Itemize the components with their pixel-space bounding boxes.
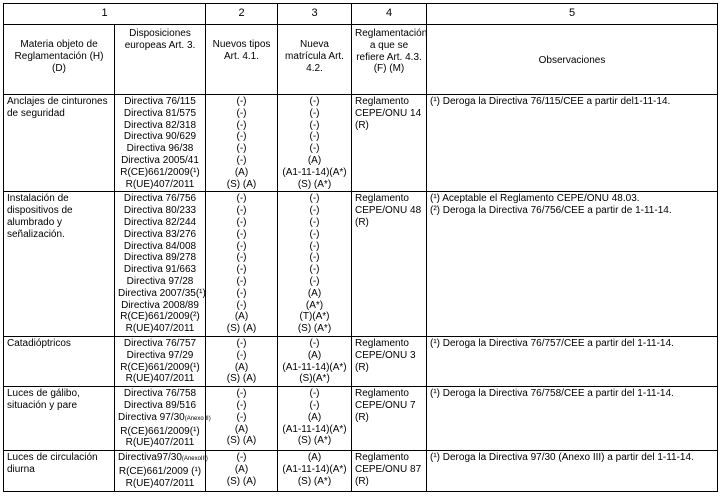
- cell-line: (-): [236, 411, 247, 423]
- header-nueva-matricula: Nueva matrícula Art. 4.2.: [278, 25, 352, 95]
- observaciones-cell: [427, 192, 718, 337]
- cell-line: Directiva 2005/41: [121, 154, 199, 166]
- cell-line: (-): [309, 388, 320, 400]
- cell-line: (-): [309, 399, 320, 411]
- cell-line: (-): [236, 107, 247, 119]
- cell-line: (T)(A*): [299, 311, 330, 323]
- cell-line: (-): [236, 252, 247, 264]
- nuevos-tipos-cell: [206, 451, 278, 491]
- nueva-matricula-cell: [278, 95, 352, 192]
- table-row: [4, 192, 718, 337]
- cell-line: Directiva 83/276: [123, 228, 197, 240]
- cell-line: (A): [234, 166, 249, 178]
- cell-line: (-): [236, 299, 247, 311]
- cell-line: (-): [236, 337, 247, 349]
- cell-line: Directiva 97/29: [126, 349, 194, 361]
- cell-line: (A): [307, 154, 322, 166]
- cell-line: Directiva97/30(AnexoIII): [118, 452, 208, 464]
- observaciones-cell: [427, 451, 718, 491]
- cell-line: (S) (A): [226, 373, 257, 385]
- cell-line: (-): [236, 240, 247, 252]
- cell-line: Directiva 80/233: [123, 205, 197, 217]
- cell-line: R(CE)661/2009 (¹): [118, 465, 202, 477]
- cell-line: (A): [307, 452, 322, 464]
- cell-line: (-): [309, 107, 320, 119]
- observaciones-cell: [427, 387, 718, 451]
- header-reglamentacion: Reglamentación a que se refiere Art. 4.3. (F) (M): [352, 25, 427, 95]
- cell-line: (A): [234, 311, 249, 323]
- cell-line: (-): [236, 119, 247, 131]
- cell-line: (-): [236, 96, 247, 107]
- reglamentacion-cell: Reglamento CEPE/ONU 14 (R): [352, 95, 427, 192]
- cell-line: (A1-11-14)(A*): [282, 166, 347, 178]
- regulation-table: [3, 3, 718, 492]
- cell-line: Directiva 82/318: [123, 119, 197, 131]
- reglamentacion-cell: Reglamento CEPE/ONU 7 (R): [352, 387, 427, 451]
- cell-line: (A1-11-14)(A*): [282, 463, 347, 475]
- header-materia: Materia objeto de Reglamentación (H) (D): [4, 25, 115, 95]
- column-number-row: [4, 4, 718, 25]
- cell-line: (-): [236, 205, 247, 217]
- cell-line: (-): [236, 452, 247, 464]
- reglamentacion-cell: Reglamento CEPE/ONU 3 (R): [352, 336, 427, 386]
- cell-line: (-): [309, 205, 320, 217]
- cell-line: (S) (A*): [297, 323, 332, 335]
- observation-line: (¹) Aceptable el Reglamento CEPE/ONU 48.03.: [430, 193, 640, 205]
- cell-line: (-): [236, 275, 247, 287]
- cell-line: (-): [236, 228, 247, 240]
- cell-line: Directiva 76/758: [123, 388, 197, 400]
- cell-line: Directiva 89/516: [123, 399, 197, 411]
- cell-line: (-): [236, 216, 247, 228]
- cell-line: (-): [236, 264, 247, 276]
- cell-line: (-): [236, 154, 247, 166]
- annex-note: (Anexo II): [184, 415, 211, 422]
- nuevos-tipos-cell: [206, 192, 278, 337]
- header-observaciones: Observaciones: [427, 25, 718, 95]
- observaciones-cell: [427, 95, 718, 192]
- cell-line: Directiva 81/575: [123, 107, 197, 119]
- cell-line: (-): [309, 337, 320, 349]
- cell-line: (A1-11-14)(A*): [282, 361, 347, 373]
- column-number-4: 4: [352, 4, 427, 25]
- cell-line: (A): [307, 287, 322, 299]
- cell-line: R(UE)407/2011: [125, 323, 195, 335]
- cell-line: R(UE)407/2011: [125, 477, 195, 489]
- column-number-1: 1: [4, 4, 206, 25]
- cell-line: Directiva 97/28: [126, 275, 194, 287]
- observaciones-cell: [427, 336, 718, 386]
- cell-line: Directiva 91/663: [123, 264, 197, 276]
- cell-line: (A): [307, 411, 322, 423]
- cell-line: Directiva 97/30(Anexo II): [118, 411, 211, 423]
- cell-line: R(UE)407/2011: [125, 437, 195, 449]
- column-number-3: 3: [278, 4, 352, 25]
- nuevos-tipos-cell: [206, 95, 278, 192]
- materia-cell: Anclajes de cinturones de seguridad: [4, 95, 115, 192]
- cell-line: (-): [236, 287, 247, 299]
- cell-line: (A): [234, 423, 249, 435]
- materia-cell: Instalación de dispositivos de alumbrado y señalización.: [4, 192, 115, 337]
- observation-line: (¹) Deroga la Directiva 76/758/CEE a partir del 1-11-14.: [430, 388, 674, 400]
- materia-cell: Luces de gálibo, situación y pare: [4, 387, 115, 451]
- nuevos-tipos-cell: [206, 336, 278, 386]
- cell-line: R(CE)661/2009(¹): [120, 361, 200, 373]
- cell-line: (S) (A*): [297, 178, 332, 190]
- cell-line: Directiva 84/008: [123, 240, 197, 252]
- cell-line: (-): [236, 131, 247, 143]
- cell-line: (-): [309, 240, 320, 252]
- cell-line: (-): [236, 143, 247, 155]
- cell-line: (S) (A*): [297, 475, 332, 487]
- cell-line: (-): [309, 264, 320, 276]
- table-row: [4, 451, 718, 491]
- observation-line: (²) Deroga la Directiva 76/756/CEE a partir de 1-11-14.: [430, 205, 672, 217]
- cell-line: (S) (A): [226, 475, 257, 487]
- materia-cell: Catadióptricos: [4, 336, 115, 386]
- header-nuevos-tipos: Nuevos tipos Art. 4.1.: [206, 25, 278, 95]
- cell-line: (-): [236, 349, 247, 361]
- cell-line: (A): [234, 361, 249, 373]
- cell-line: Directiva 2008/89: [121, 299, 199, 311]
- observation-line: (¹) Deroga la Directiva 97/30 (Anexo III) a partir del 1-11-14.: [430, 452, 694, 464]
- cell-line: (A1-11-14)(A*): [282, 423, 347, 435]
- cell-line: (A*): [305, 299, 324, 311]
- cell-line: Directiva 90/629: [123, 131, 197, 143]
- cell-line: (-): [236, 399, 247, 411]
- reglamentacion-cell: Reglamento CEPE/ONU 48 (R): [352, 192, 427, 337]
- cell-line: (-): [309, 275, 320, 287]
- cell-line: (-): [309, 252, 320, 264]
- cell-line: (-): [309, 119, 320, 131]
- disposiciones-cell: [115, 95, 206, 192]
- cell-line: (S)(A*): [299, 373, 330, 385]
- cell-line: Directiva 96/38: [126, 143, 194, 155]
- cell-line: (-): [236, 388, 247, 400]
- cell-line: (-): [309, 228, 320, 240]
- reglamentacion-cell: Reglamento CEPE/ONU 87 (R): [352, 451, 427, 491]
- column-number-5: 5: [427, 4, 718, 25]
- cell-line: Directiva 76/115: [124, 96, 196, 107]
- cell-line: (-): [309, 193, 320, 205]
- table-row: [4, 387, 718, 451]
- disposiciones-cell: [115, 387, 211, 451]
- disposiciones-cell: [115, 451, 206, 491]
- table-row: [4, 95, 718, 192]
- cell-line: R(UE)407/2011: [125, 373, 195, 385]
- cell-line: Directiva 82/244: [123, 216, 197, 228]
- cell-line: (A): [307, 349, 322, 361]
- header-row: [4, 25, 718, 95]
- cell-line: Directiva 76/757: [123, 337, 197, 349]
- observation-line: (¹) Deroga la Directiva 76/757/CEE a partir del 1-11-14.: [430, 337, 674, 349]
- nueva-matricula-cell: [278, 336, 352, 386]
- cell-line: (-): [236, 193, 247, 205]
- cell-line: (-): [309, 96, 320, 107]
- nueva-matricula-cell: [278, 387, 352, 451]
- cell-line: (S) (A): [226, 323, 257, 335]
- cell-line: (-): [309, 216, 320, 228]
- cell-line: (S) (A*): [297, 435, 332, 447]
- cell-line: (S) (A): [226, 435, 257, 447]
- materia-cell: Luces de circulación diurna: [4, 451, 115, 491]
- cell-line: (S) (A): [226, 178, 257, 190]
- cell-line: (A): [234, 463, 249, 475]
- column-number-2: 2: [206, 4, 278, 25]
- table-row: [4, 336, 718, 386]
- cell-line: R(UE)407/2011: [125, 178, 195, 190]
- observation-line: (¹) Deroga la Directiva 76/115/CEE a partir del1-11-14.: [430, 96, 671, 107]
- nuevos-tipos-cell: [206, 387, 278, 451]
- cell-line: R(CE)661/2009(²): [120, 311, 200, 323]
- cell-line: R(CE)661/2009(¹): [120, 166, 200, 178]
- annex-note: (AnexoIII): [181, 456, 208, 463]
- disposiciones-cell: [115, 336, 206, 386]
- cell-line: (-): [309, 143, 320, 155]
- cell-line: Directiva 2007/35(¹): [118, 287, 206, 299]
- cell-line: (-): [309, 131, 320, 143]
- header-disposiciones: Disposiciones europeas Art. 3.: [115, 25, 206, 95]
- nueva-matricula-cell: [278, 192, 352, 337]
- nueva-matricula-cell: [278, 451, 352, 491]
- cell-line: Directiva 89/278: [123, 252, 197, 264]
- cell-line: R(CE)661/2009(¹): [120, 425, 200, 437]
- cell-line: Directiva 76/756: [123, 193, 197, 205]
- disposiciones-cell: [115, 192, 206, 337]
